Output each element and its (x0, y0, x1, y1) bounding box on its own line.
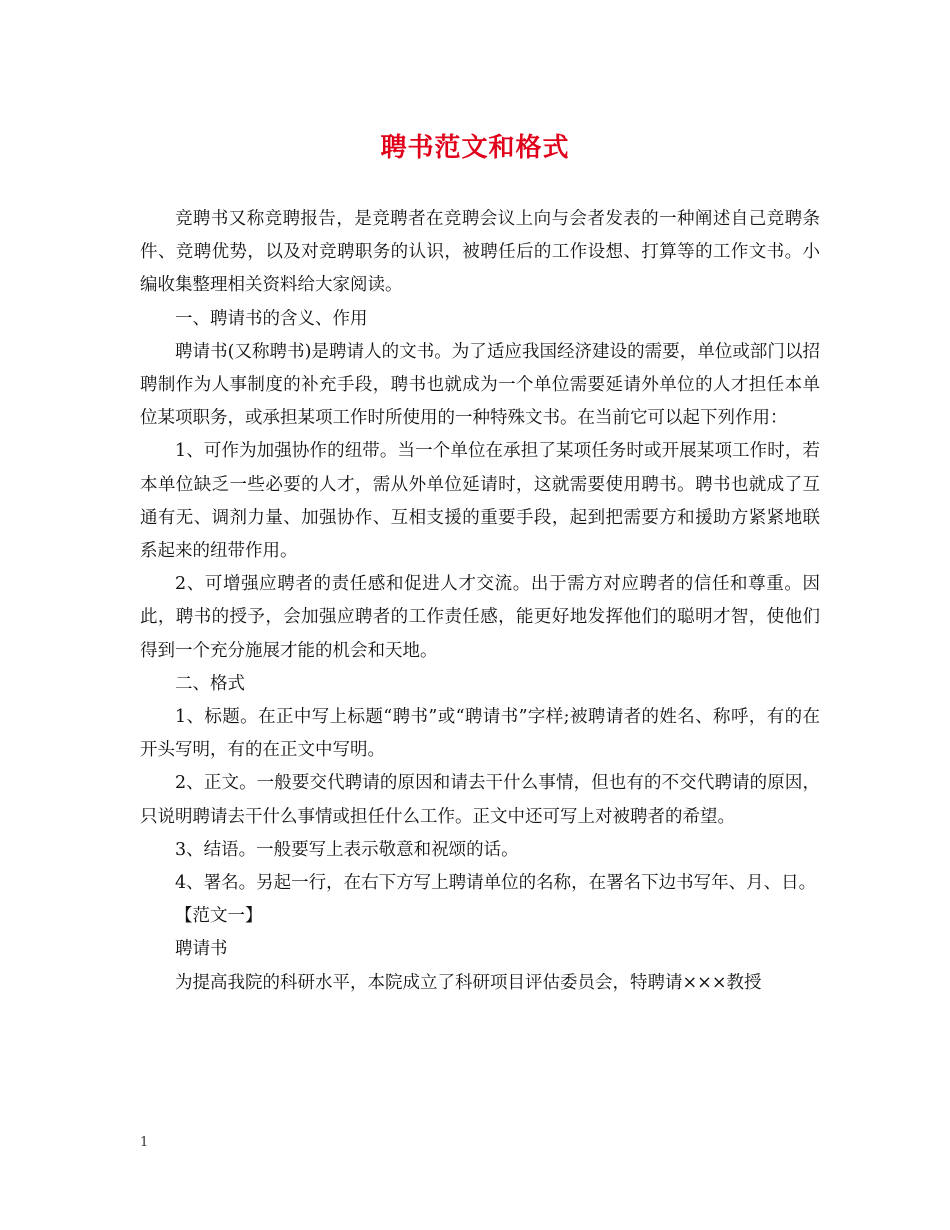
sample-body-line: 为提高我院的科研水平，本院成立了科研项目评估委员会，特聘请×××教授 (175, 972, 762, 993)
sample-heading: 【范文一】 (175, 906, 263, 927)
function-item-1: 1、可作为加强协作的纽带。当一个单位在承担了某项任务时或开展某项工作时，若本单位缺乏一些必要的人才，需从外单位延请时，这就需要使用聘书。聘书也就成了互通有无、调剂力量、加强协作、互相支援的重要手段，起到把需要方和援助方紧紧地联系起来的纽带作用。 (140, 441, 820, 562)
format-item-title: 1、标题。在正中写上标题“聘书”或“聘请书”字样;被聘请者的姓名、称呼，有的在开头写明，有的在正文中写明。 (140, 707, 820, 761)
definition-paragraph: 聘请书(又称聘书)是聘请人的文书。为了适应我国经济建设的需要，单位或部门以招聘制作为人事制度的补充手段，聘书也就成为一个单位需要延请外单位的人才担任本单位某项职务，或承担某项工作时所使用的一种特殊文书。在当前它可以起下列作用： (140, 341, 820, 429)
document-body (140, 203, 820, 1000)
sample-title: 聘请书 (175, 939, 228, 960)
document-title: 聘书范文和格式 (380, 133, 570, 163)
format-item-closing: 3、结语。一般要写上表示敬意和祝颂的话。 (175, 839, 519, 860)
format-item-signature: 4、署名。另起一行，在右下方写上聘请单位的名称，在署名下边书写年、月、日。 (175, 873, 817, 894)
format-item-body: 2、正文。一般要交代聘请的原因和请去干什么事情，但也有的不交代聘请的原因，只说明聘请去干什么事情或担任什么工作。正文中还可写上对被聘者的希望。 (140, 773, 820, 827)
section-heading-format: 二、格式 (175, 673, 245, 694)
intro-paragraph: 竞聘书又称竞聘报告，是竞聘者在竞聘会议上向与会者发表的一种阐述自己竞聘条件、竞聘优势，以及对竞聘职务的认识，被聘任后的工作设想、打算等的工作文书。小编收集整理相关资料给大家阅读。 (140, 209, 820, 296)
function-item-2: 2、可增强应聘者的责任感和促进人才交流。出于需方对应聘者的信任和尊重。因此，聘书的授予，会加强应聘者的工作责任感，能更好地发挥他们的聪明才智，使他们得到一个充分施展才能的机会和天地。 (140, 574, 820, 661)
page-number: 1 (140, 1135, 149, 1150)
section-heading-meaning: 一、聘请书的含义、作用 (175, 308, 368, 329)
